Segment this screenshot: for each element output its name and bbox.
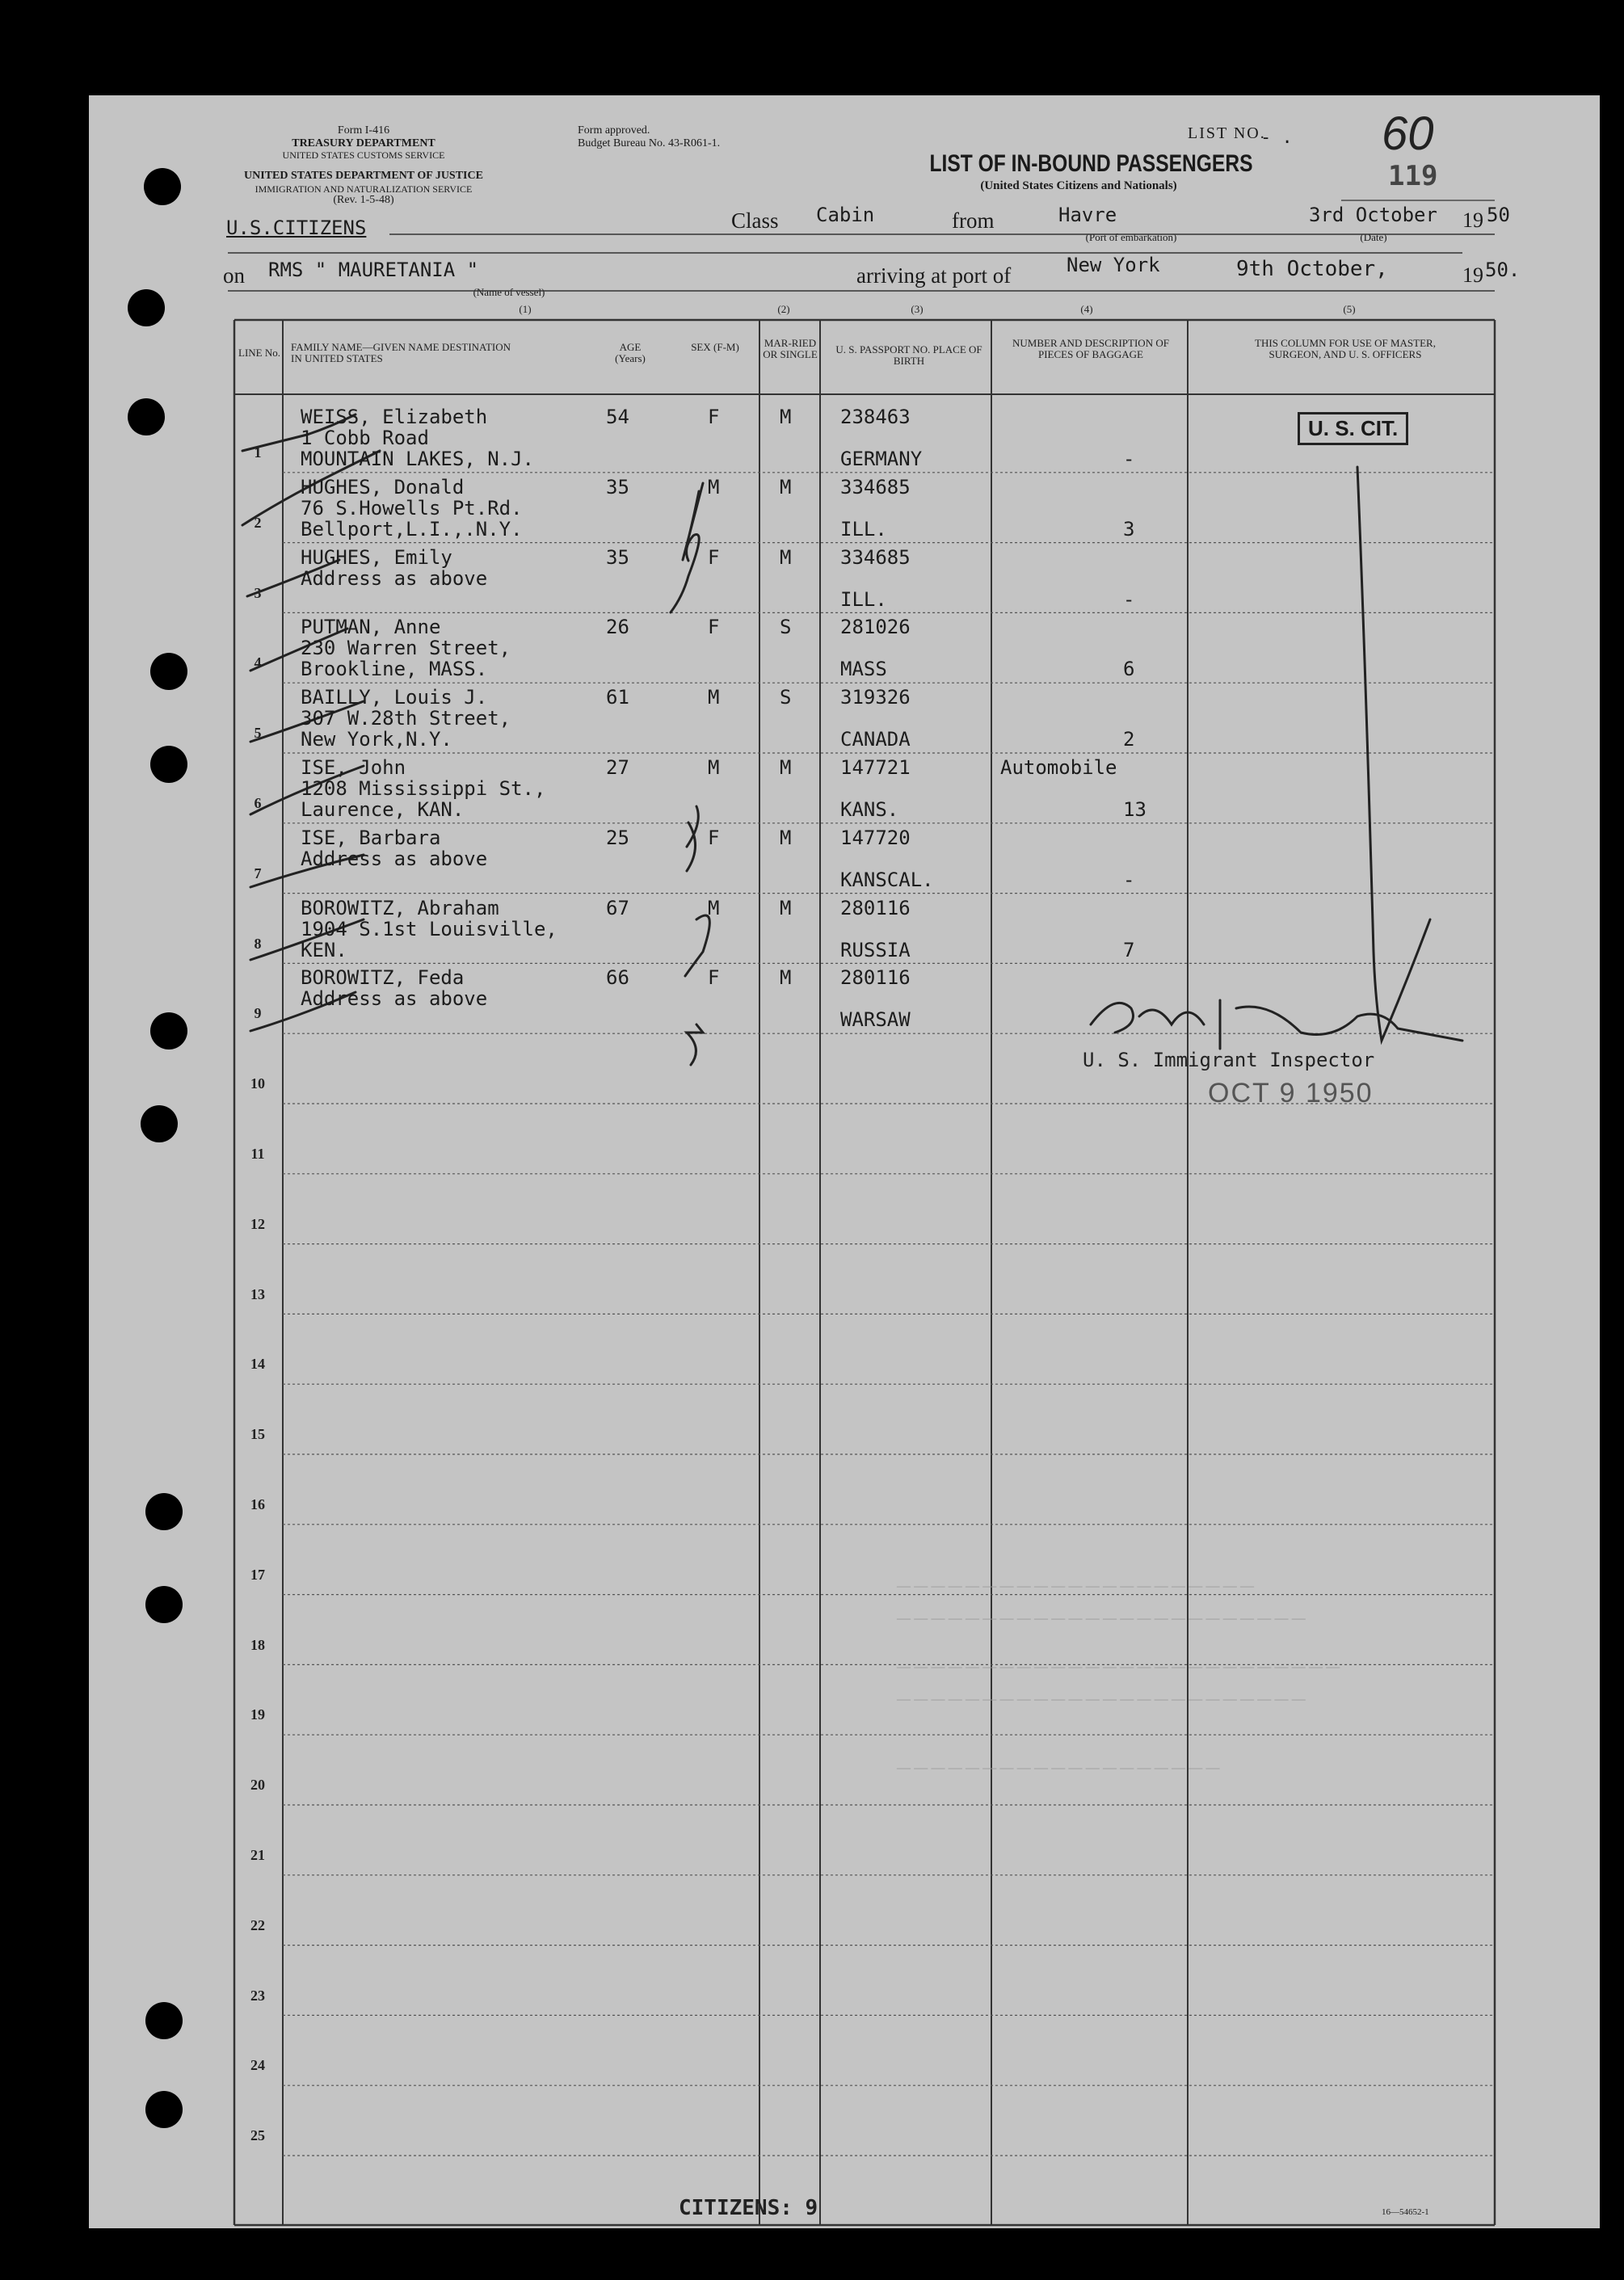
- passenger-marital-status: M: [780, 756, 792, 779]
- page-number-stamp: 119: [1388, 160, 1438, 192]
- passport-number: 319326: [840, 686, 911, 709]
- col-baggage: NUMBER AND DESCRIPTION OF PIECES OF BAGGAGE: [1012, 337, 1169, 360]
- col-name: FAMILY NAME—GIVEN NAME DESTINATION IN UNITED STATES: [291, 341, 511, 364]
- place-of-birth: WARSAW: [840, 1008, 911, 1032]
- dept-treasury: TREASURY DEPARTMENT: [292, 137, 435, 149]
- baggage-count: -: [1123, 868, 1135, 891]
- us-cit-stamp: U. S. CIT.: [1298, 412, 1408, 445]
- inspector-label: U. S. Immigrant Inspector: [1083, 1049, 1375, 1071]
- baggage-count: 7: [1123, 938, 1135, 961]
- passenger-address-line2: New York,N.Y.: [301, 728, 452, 751]
- passenger-marital-status: M: [780, 406, 792, 428]
- form-revision: (Rev. 1-5-48): [333, 194, 394, 206]
- arrival-port: New York: [1067, 254, 1160, 276]
- place-of-birth: RUSSIA: [840, 938, 911, 961]
- line-number: 5: [254, 725, 262, 742]
- baggage-count: 2: [1123, 728, 1135, 751]
- passenger-name: HUGHES, Emily: [301, 545, 452, 569]
- passenger-age: 27: [606, 756, 629, 779]
- passenger-address-line1: Address as above: [301, 847, 488, 870]
- col-married: MAR-RIED OR SINGLE: [763, 337, 818, 360]
- inspection-date-stamp: OCT 9 1950: [1208, 1078, 1374, 1108]
- col-sex: SEX (F-M): [691, 341, 739, 353]
- category-label: U.S.CITIZENS: [226, 217, 367, 239]
- passenger-age: 67: [606, 896, 629, 919]
- line-number: 20: [250, 1777, 265, 1794]
- col-num-2: (2): [777, 303, 790, 315]
- passenger-address-line1: Address as above: [301, 987, 488, 1011]
- passenger-marital-status: S: [780, 686, 792, 709]
- passport-number: 334685: [840, 475, 911, 498]
- baggage-count: 13: [1123, 798, 1146, 821]
- form-number: Form I-416: [337, 124, 390, 137]
- line-number: 16: [250, 1496, 265, 1512]
- page-title: LIST OF IN-BOUND PASSENGERS: [929, 150, 1253, 177]
- date-caption: (Date): [1360, 231, 1387, 243]
- passenger-address-line2: Laurence, KAN.: [301, 798, 465, 821]
- col-line-no: LINE No.: [238, 347, 280, 359]
- footer-code: 16—54652-1: [1382, 2207, 1429, 2217]
- departure-year: 50: [1487, 204, 1510, 226]
- line-number: 18: [250, 1636, 265, 1653]
- passport-number: 281026: [840, 616, 911, 639]
- passenger-sex: M: [708, 756, 720, 779]
- passenger-sex: F: [708, 826, 720, 849]
- passenger-address-line1: Address as above: [301, 566, 488, 590]
- passenger-name: HUGHES, Donald: [301, 475, 465, 498]
- line-number: 6: [254, 795, 262, 811]
- place-of-birth: KANSCAL.: [840, 868, 934, 891]
- citizens-total: CITIZENS: 9: [679, 2196, 818, 2220]
- list-no-dash: - .: [1260, 128, 1293, 148]
- line-number: 14: [250, 1356, 265, 1373]
- col-num-1: (1): [519, 303, 532, 315]
- passport-number: 147720: [840, 826, 911, 849]
- col-num-5: (5): [1343, 303, 1356, 315]
- passenger-sex: F: [708, 406, 720, 428]
- line-number: 21: [250, 1847, 265, 1863]
- passport-number: 280116: [840, 896, 911, 919]
- passenger-sex: M: [708, 475, 720, 498]
- passenger-name: PUTMAN, Anne: [301, 616, 441, 639]
- passenger-marital-status: M: [780, 545, 792, 569]
- col-num-4: (4): [1080, 303, 1093, 315]
- passenger-sex: F: [708, 966, 720, 990]
- passenger-age: 26: [606, 616, 629, 639]
- line-number: 10: [250, 1075, 265, 1092]
- line-number: 15: [250, 1426, 265, 1443]
- budget-bureau: Budget Bureau No. 43-R061-1.: [578, 137, 721, 149]
- year-prefix: 19: [1462, 208, 1483, 232]
- baggage-count: 3: [1123, 517, 1135, 541]
- passenger-marital-status: M: [780, 475, 792, 498]
- passenger-marital-status: S: [780, 616, 792, 639]
- place-of-birth: ILL.: [840, 517, 887, 541]
- passenger-age: 54: [606, 406, 629, 428]
- passenger-age: 35: [606, 545, 629, 569]
- bleed-through-text: — — — — — — — — — — — — — — — — — — — — —: [897, 1578, 1254, 1593]
- passenger-name: WEISS, Elizabeth: [301, 406, 488, 428]
- baggage-count: 6: [1123, 658, 1135, 681]
- bleed-through-text: — — — — — — — — — — — — — — — — — — — — — — — —: [897, 1610, 1306, 1626]
- passenger-address-line1: 230 Warren Street,: [301, 637, 511, 660]
- vessel-name: RMS " MAURETANIA ": [268, 259, 479, 281]
- passenger-sex: M: [708, 686, 720, 709]
- line-number: 3: [254, 584, 262, 601]
- line-number: 1: [254, 444, 262, 461]
- passenger-sex: F: [708, 545, 720, 569]
- manifest-sheet: [89, 95, 1600, 2228]
- passenger-marital-status: M: [780, 826, 792, 849]
- arriving-label: arriving at port of: [856, 263, 1012, 288]
- dept-justice: UNITED STATES DEPARTMENT OF JUSTICE: [244, 170, 483, 182]
- passenger-marital-status: M: [780, 896, 792, 919]
- class-label: Class: [731, 208, 779, 233]
- line-number: 22: [250, 1916, 265, 1933]
- passenger-address-line1: 1208 Mississippi St.,: [301, 777, 546, 800]
- passenger-name: ISE, Barbara: [301, 826, 441, 849]
- class-value: Cabin: [816, 204, 875, 226]
- line-number: 17: [250, 1566, 265, 1583]
- passenger-marital-status: M: [780, 966, 792, 990]
- line-number: 7: [254, 864, 262, 881]
- dept-customs: UNITED STATES CUSTOMS SERVICE: [282, 149, 445, 161]
- passenger-address-line2: Bellport,L.I.,.N.Y.: [301, 517, 523, 541]
- page-subtitle: (United States Citizens and Nationals): [980, 179, 1177, 192]
- line-number: 25: [250, 2127, 265, 2144]
- baggage-count: -: [1123, 587, 1135, 611]
- passenger-age: 66: [606, 966, 629, 990]
- line-number: 8: [254, 935, 262, 952]
- place-of-birth: MASS: [840, 658, 887, 681]
- arrival-year: 50.: [1485, 259, 1521, 281]
- line-number: 9: [254, 1005, 262, 1022]
- passenger-address-line2: MOUNTAIN LAKES, N.J.: [301, 448, 534, 470]
- passenger-name: BOROWITZ, Abraham: [301, 896, 499, 919]
- passenger-age: 61: [606, 686, 629, 709]
- list-no-label: LIST NO.: [1188, 124, 1266, 142]
- list-number-handwritten: 60: [1382, 107, 1434, 160]
- year-prefix-2: 19: [1462, 263, 1483, 287]
- dept-immigration: IMMIGRATION AND NATURALIZATION SERVICE: [255, 183, 473, 195]
- vessel-caption: (Name of vessel): [473, 286, 545, 298]
- col-age: AGE (Years): [615, 341, 646, 364]
- arrival-date: 9th October,: [1236, 257, 1388, 281]
- passenger-address-line2: Brookline, MASS.: [301, 658, 488, 681]
- passport-number: 334685: [840, 545, 911, 569]
- line-number: 13: [250, 1285, 265, 1302]
- passenger-address-line1: 76 S.Howells Pt.Rd.: [301, 496, 523, 520]
- from-label: from: [952, 208, 995, 233]
- form-approved: Form approved.: [578, 124, 650, 137]
- place-of-birth: ILL.: [840, 587, 887, 611]
- embarkation-port: Havre: [1058, 204, 1117, 226]
- bleed-through-text: — — — — — — — — — — — — — — — — — — — — — — — — — —: [897, 1659, 1340, 1674]
- passenger-name: ISE, John: [301, 756, 406, 779]
- passenger-address-line1: 1904 S.1st Louisville,: [301, 917, 557, 940]
- line-number: 24: [250, 2057, 265, 2074]
- baggage-description: Automobile: [1000, 756, 1117, 779]
- place-of-birth: GERMANY: [840, 448, 923, 470]
- passenger-age: 25: [606, 826, 629, 849]
- passenger-name: BOROWITZ, Feda: [301, 966, 465, 990]
- line-number: 4: [254, 654, 262, 671]
- passport-number: 280116: [840, 966, 911, 990]
- line-number: 2: [254, 514, 262, 531]
- embarkation-caption: (Port of embarkation): [1085, 231, 1177, 243]
- passenger-age: 35: [606, 475, 629, 498]
- passenger-address-line1: 1 Cobb Road: [301, 427, 429, 449]
- departure-date: 3rd October: [1309, 204, 1437, 226]
- place-of-birth: CANADA: [840, 728, 911, 751]
- line-number: 19: [250, 1706, 265, 1723]
- col-passport: U. S. PASSPORT NO. PLACE OF BIRTH: [835, 343, 982, 367]
- passenger-sex: M: [708, 896, 720, 919]
- passport-number: 238463: [840, 406, 911, 428]
- on-label: on: [223, 263, 245, 288]
- bleed-through-text: — — — — — — — — — — — — — — — — — — —: [897, 1760, 1220, 1775]
- line-number: 23: [250, 1987, 265, 2004]
- passenger-address-line2: KEN.: [301, 938, 347, 961]
- passenger-sex: F: [708, 616, 720, 639]
- line-number: 12: [250, 1215, 265, 1232]
- place-of-birth: KANS.: [840, 798, 899, 821]
- col-num-3: (3): [911, 303, 923, 315]
- passport-number: 147721: [840, 756, 911, 779]
- col-officers: THIS COLUMN FOR USE OF MASTER, SURGEON, AND U. S. OFFICERS: [1255, 337, 1436, 360]
- baggage-count: -: [1123, 448, 1135, 470]
- passenger-name: BAILLY, Louis J.: [301, 686, 488, 709]
- passenger-address-line1: 307 W.28th Street,: [301, 707, 511, 730]
- bleed-through-text: — — — — — — — — — — — — — — — — — — — — — — — —: [897, 1691, 1306, 1706]
- line-number: 11: [250, 1146, 265, 1162]
